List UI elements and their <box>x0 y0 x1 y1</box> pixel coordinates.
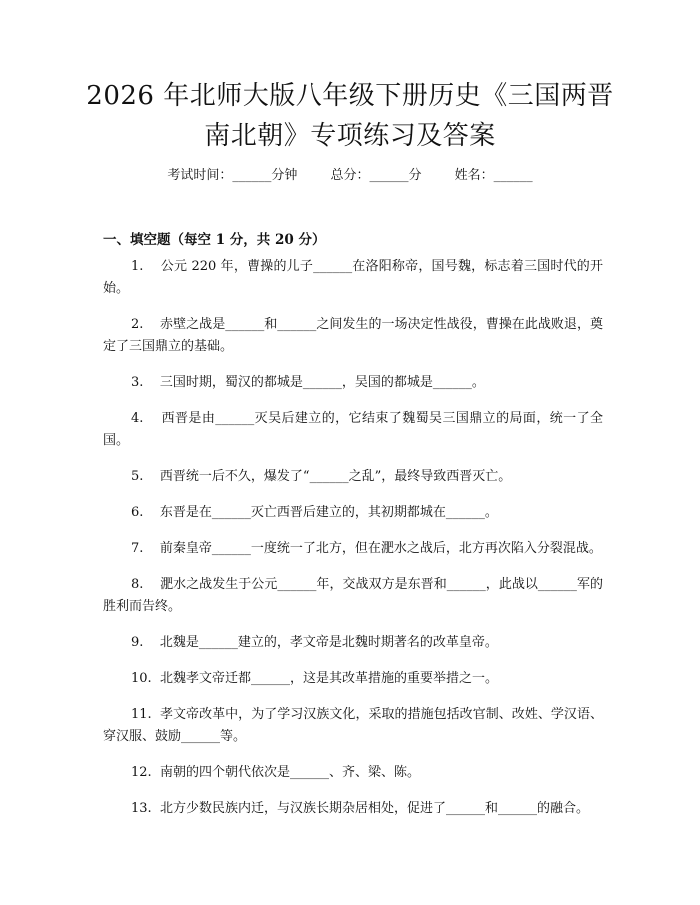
question-item: 1. 公元 220 年，曹操的儿子______在洛阳称帝，国号魏，标志着三国时代的开始。 <box>103 259 603 296</box>
question-item: 5. 西晋统一后不久，爆发了“______之乱”，最终导致西晋灭亡。 <box>131 469 512 484</box>
question-list <box>103 256 603 834</box>
total-score-field: 总分：______分 <box>330 168 422 183</box>
student-name-field: 姓名：______ <box>454 168 533 183</box>
question-item: 2. 赤壁之战是______和______之间发生的一场决定性战役，曹操在此战败退，奠定了三国鼎立的基础。 <box>103 317 603 354</box>
exam-time-field: 考试时间：______分钟 <box>167 168 298 183</box>
question-item: 13. 北方少数民族内迁，与汉族长期杂居相处，促进了______和______的融合。 <box>131 801 589 816</box>
title-line-1: 2026 年北师大版八年级下册历史《三国两晋 <box>86 81 614 111</box>
question-item: 6. 东晋是在______灭亡西晋后建立的，其初期都城在______。 <box>131 505 498 520</box>
document-title <box>70 76 630 156</box>
question-item: 9. 北魏是______建立的，孝文帝是北魏时期著名的改革皇帝。 <box>131 635 498 650</box>
question-item: 3. 三国时期，蜀汉的都城是______，吴国的都城是______。 <box>131 375 485 390</box>
question-item: 12. 南朝的四个朝代依次是______、齐、梁、陈。 <box>131 765 420 780</box>
question-item: 10. 北魏孝文帝迁都______，这是其改革措施的重要举措之一。 <box>131 671 498 686</box>
question-item: 8. 淝水之战发生于公元______年，交战双方是东晋和______，此战以______军的胜利而告终。 <box>103 577 603 614</box>
exam-info-line <box>0 166 700 186</box>
title-line-2: 南北朝》专项练习及答案 <box>204 121 496 151</box>
question-item: 7. 前秦皇帝______一度统一了北方，但在淝水之战后，北方再次陷入分裂混战。 <box>131 541 602 556</box>
section-heading-fill-in: 一、填空题（每空 1 分，共 20 分） <box>103 232 326 248</box>
question-item: 11. 孝文帝改革中，为了学习汉族文化，采取的措施包括改官制、改姓、学汉语、穿汉服、鼓励______等。 <box>103 707 603 744</box>
question-item: 4. 西晋是由______灭吴后建立的，它结束了魏蜀吴三国鼎立的局面，统一了全国。 <box>103 411 603 448</box>
